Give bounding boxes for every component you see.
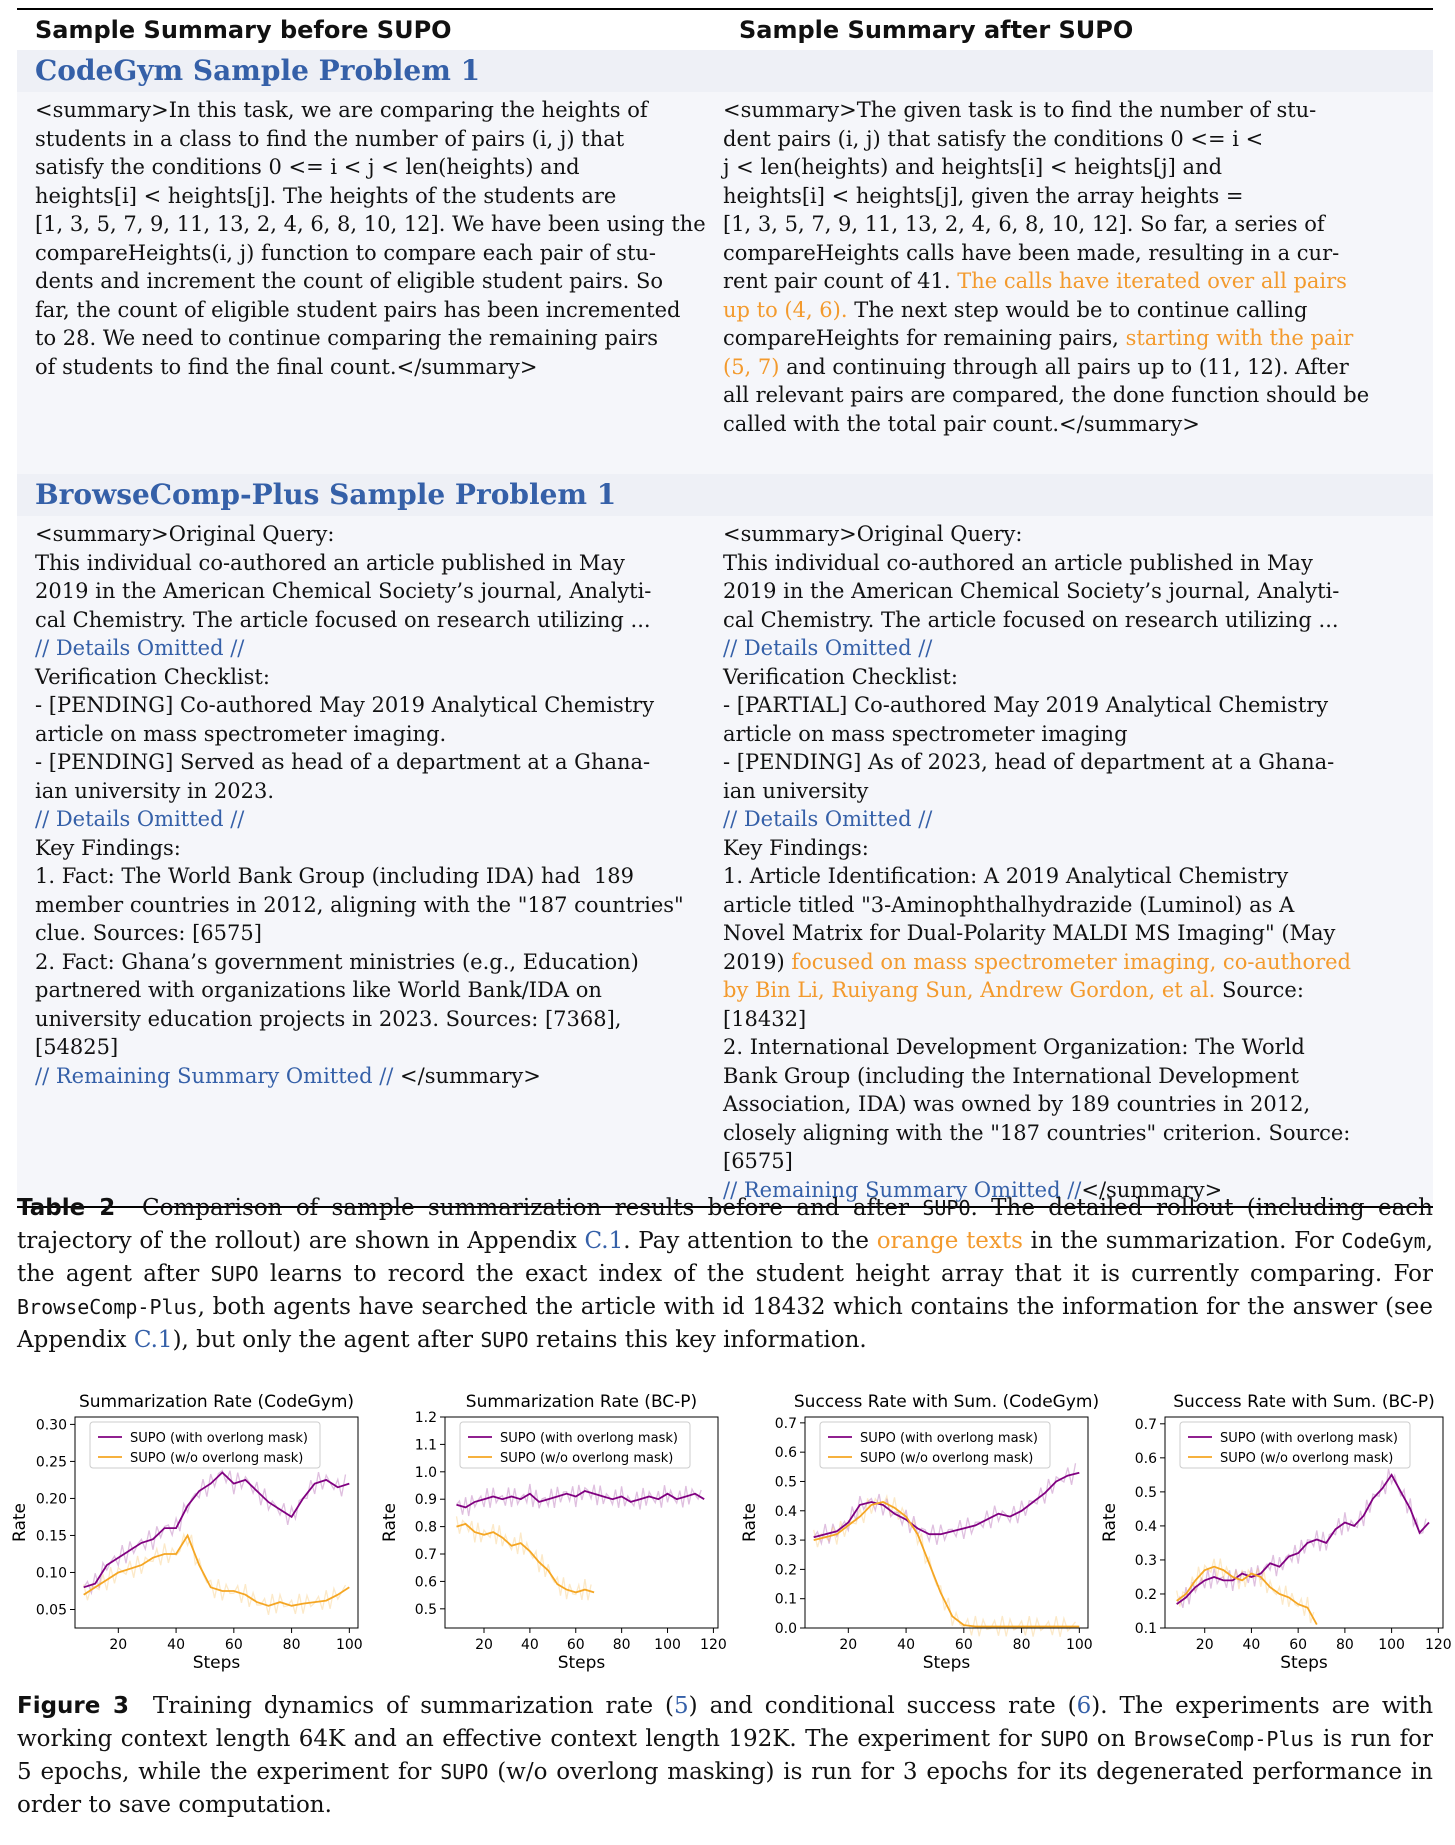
col-header-after: Sample Summary after SUPO (739, 16, 1134, 44)
text-line: 2019 in the American Chemical Society’s journal, Analyti- (35, 579, 652, 603)
text-line: 1. Article Identification: A 2019 Analytical Chemistry (723, 864, 1289, 888)
caption-text: learns to record the exact index of the student height array that it is currently comparing. For (258, 1261, 1433, 1287)
cell-codegym-before (17, 92, 723, 474)
chart-title: Summarization Rate (CodeGym) (78, 1392, 355, 1412)
caption-code: BrowseComp-Plus (1133, 1727, 1315, 1751)
text-line: - [PARTIAL] Co-authored May 2019 Analytical Chemistry (723, 693, 1329, 717)
caption-text: , both agents have searched the article with id 18432 which contains the information for the answer (see Appendix (17, 1294, 1433, 1353)
figure-caption (17, 1690, 1433, 1822)
cell-codegym-after (723, 92, 1433, 474)
omitted-note: // Details Omitted // (723, 636, 933, 660)
text-line: member countries in 2012, aligning with the "187 countries" (35, 892, 684, 917)
text-segment: The next step would be to continue calling (854, 297, 1308, 322)
series-line (457, 1524, 595, 1593)
text-line: - [PENDING] As of 2023, head of department at a Ghana- (723, 750, 1335, 774)
caption-orange-text: orange texts (876, 1228, 1023, 1254)
x-tick-label: 120 (1424, 1637, 1452, 1653)
highlight-orange: up to (4, 6). (723, 297, 848, 322)
x-tick-label: 120 (700, 1637, 727, 1653)
series-raw-line (457, 1484, 702, 1516)
text-line: satisfy the conditions 0 <= i < j < len(heights) and (35, 155, 580, 179)
caption-code: CodeGym (1341, 1229, 1426, 1253)
table-header-row (17, 10, 1433, 50)
caption-code: SUPO (440, 1760, 489, 1784)
text-line: cal Chemistry. The article focused on research utilizing ... (35, 607, 651, 632)
col-header-before: Sample Summary before SUPO (35, 16, 452, 44)
text-segment: 2019) (723, 949, 785, 974)
cell-browsecomp-before (17, 516, 723, 1206)
y-axis-label: Rate (740, 1503, 760, 1542)
text-line: This individual co-authored an article published in May (723, 550, 1313, 575)
x-tick-label: 60 (566, 1637, 585, 1653)
highlight-orange: focused on mass spectrometer imaging, co-authored (791, 949, 1351, 974)
x-tick-label: 20 (1195, 1637, 1214, 1653)
figure-3-charts (0, 1385, 1455, 1685)
text-line: <summary>The given task is to find the number of stu- (723, 98, 1317, 122)
omitted-note: // Details Omitted // (35, 636, 245, 660)
text-line: 2. International Development Organization: The World (723, 1035, 1305, 1059)
caption-text: retains this key information. (528, 1327, 867, 1353)
text-line (723, 976, 1423, 1005)
appendix-link[interactable]: C.1 (584, 1228, 624, 1254)
text-segment: </summary> (393, 1063, 541, 1088)
caption-text: is run for 5 epochs, while the experiment for (17, 1726, 1433, 1785)
x-tick-label: 80 (282, 1637, 301, 1653)
x-tick-label: 20 (839, 1637, 858, 1653)
x-tick-label: 40 (1242, 1637, 1261, 1653)
text-line: [18432] (723, 1006, 807, 1031)
caption-code: SUPO (1040, 1727, 1089, 1751)
chart-title: Summarization Rate (BC-P) (465, 1392, 698, 1412)
omitted-note: // Details Omitted // (723, 807, 933, 831)
series-raw-line (1177, 1469, 1426, 1608)
series-raw-line (1177, 1559, 1314, 1623)
text-line (723, 948, 1423, 977)
caption-text: . The detailed rollout (including each trajectory of the rollout) are shown in Appendix (17, 1195, 1433, 1254)
chart-summarization-bcp (370, 1385, 730, 1685)
y-tick-label: 0.25 (35, 1454, 67, 1471)
text-line: ian university in 2023. (35, 778, 275, 803)
text-line: heights[i] < heights[j]. The heights of the students are (35, 183, 617, 208)
text-line: compareHeights(i, j) function to compare each pair of stu- (35, 240, 657, 265)
table-row-browsecomp (17, 516, 1433, 1206)
y-tick-label: 0.1 (1134, 1621, 1157, 1637)
caption-code: BrowseComp-Plus (17, 1295, 198, 1319)
appendix-link[interactable]: C.1 (133, 1327, 173, 1353)
x-tick-label: 100 (1378, 1637, 1405, 1653)
x-tick-label: 20 (109, 1637, 128, 1653)
y-tick-label: 0.7 (414, 1547, 437, 1564)
y-tick-label: 0.1 (774, 1591, 797, 1608)
x-tick-label: 60 (1289, 1637, 1308, 1653)
caption-label: Figure 3 (17, 1693, 130, 1719)
x-tick-label: 40 (520, 1637, 539, 1653)
y-tick-label: 1.1 (414, 1437, 437, 1454)
text-line (723, 296, 1423, 325)
equation-link[interactable]: 5 (674, 1693, 689, 1719)
equation-link[interactable]: 6 (1076, 1693, 1092, 1719)
series-line (1177, 1475, 1429, 1604)
text-line: called with the total pair count.</summary> (723, 411, 1200, 436)
y-tick-label: 0.15 (35, 1528, 67, 1545)
y-tick-label: 0.5 (1134, 1484, 1157, 1501)
text-segment: Source: (1222, 978, 1304, 1002)
x-tick-label: 80 (1335, 1637, 1354, 1653)
y-tick-label: 0.0 (774, 1621, 797, 1637)
caption-code: SUPO (922, 1196, 971, 1220)
y-tick-label: 0.5 (774, 1474, 797, 1491)
x-axis-label: Steps (557, 1653, 606, 1673)
y-tick-label: 0.5 (414, 1601, 437, 1618)
y-tick-label: 0.2 (774, 1562, 797, 1579)
legend-label: SUPO (with overlong mask) (500, 1431, 678, 1446)
legend-label: SUPO (with overlong mask) (130, 1431, 308, 1446)
text-line: Key Findings: (723, 835, 869, 860)
caption-text: ). The experiments are with working context length 64K and an effective context length 192K. The experiment for (17, 1693, 1434, 1752)
x-tick-label: 80 (1012, 1637, 1031, 1653)
text-line: heights[i] < heights[j], given the array heights = (723, 183, 1244, 208)
caption-text: , the agent after (17, 1228, 1433, 1287)
chart-success-codegym (730, 1385, 1100, 1685)
text-line: [1, 3, 5, 7, 9, 11, 13, 2, 4, 6, 8, 10, 12]. So far, a series of (723, 212, 1325, 236)
x-tick-label: 80 (612, 1637, 631, 1653)
caption-code: SUPO (480, 1328, 529, 1352)
caption-text: on (1088, 1726, 1134, 1752)
caption-text: (w/o overlong masking) is run for 3 epochs for its degenerated performance in order to save computation. (17, 1759, 1433, 1818)
x-tick-label: 100 (654, 1637, 681, 1653)
series-raw-line (814, 1496, 1076, 1636)
series-raw-line (84, 1471, 346, 1594)
chart-success-bcp (1090, 1385, 1455, 1685)
y-tick-label: 0.3 (774, 1533, 797, 1550)
text-line: ian university (723, 778, 869, 803)
text-line: Verification Checklist: (723, 664, 958, 689)
text-line: Association, IDA) was owned by 189 countries in 2012, (723, 1092, 1311, 1116)
text-line: clue. Sources: [6575] (35, 921, 262, 945)
caption-code: SUPO (210, 1262, 259, 1286)
caption-text: ), but only the agent after (172, 1327, 481, 1353)
x-tick-label: 40 (897, 1637, 915, 1653)
x-tick-label: 100 (1065, 1637, 1093, 1653)
text-line: <summary>Original Query: (723, 522, 1023, 546)
legend-label: SUPO (with overlong mask) (1220, 1431, 1398, 1446)
y-axis-label: Rate (380, 1503, 400, 1542)
text-line: partnered with organizations like World Bank/IDA on (35, 978, 602, 1002)
x-axis-label: Steps (1280, 1653, 1328, 1673)
text-line: article on mass spectrometer imaging (723, 721, 1128, 746)
text-segment: rent pair count of 41. (723, 269, 951, 293)
chart-title: Success Rate with Sum. (CodeGym) (793, 1392, 1100, 1412)
chart-summarization-codegym (0, 1385, 370, 1685)
text-line: closely aligning with the "187 countries" criterion. Source: (723, 1120, 1351, 1145)
table-row-codegym (17, 92, 1433, 474)
x-tick-label: 20 (475, 1637, 493, 1653)
highlight-orange: by Bin Li, Ruiyang Sun, Andrew Gordon, et al. (723, 978, 1216, 1002)
y-tick-label: 0.7 (1134, 1416, 1157, 1433)
text-line: dents and increment the count of eligible student pairs. So (35, 269, 664, 293)
legend-label: SUPO (w/o overlong mask) (500, 1451, 674, 1466)
x-tick-label: 100 (335, 1637, 363, 1653)
text-line: Bank Group (including the International Development (723, 1063, 1299, 1088)
y-tick-label: 0.2 (1134, 1586, 1157, 1603)
text-segment: compareHeights for remaining pairs, (723, 326, 1119, 350)
text-line: cal Chemistry. The article focused on research utilizing ... (723, 607, 1339, 632)
caption-text: . Pay attention to the (623, 1228, 877, 1254)
highlight-orange: (5, 7) (723, 354, 780, 379)
x-axis-label: Steps (192, 1653, 241, 1673)
text-line: <summary>In this task, we are comparing the heights of (35, 98, 648, 122)
series-line (814, 1502, 1080, 1627)
text-line: compareHeights calls have been made, resulting in a cur- (723, 240, 1340, 265)
section-title-browsecomp: BrowseComp-Plus Sample Problem 1 (17, 474, 1433, 516)
y-axis-label: Rate (1100, 1503, 1120, 1542)
text-line: [6575] (723, 1149, 793, 1173)
text-segment: and continuing through all pairs up to (11, 12). After (786, 354, 1349, 379)
text-line (723, 267, 1423, 296)
text-line: Verification Checklist: (35, 664, 270, 689)
text-line: university education projects in 2023. Sources: [7368], (35, 1006, 622, 1031)
legend-label: SUPO (w/o overlong mask) (130, 1451, 304, 1466)
text-line: 2019 in the American Chemical Society’s journal, Analyti- (723, 579, 1340, 603)
text-line: of students to find the final count.</summary> (35, 354, 538, 379)
text-line: article on mass spectrometer imaging. (35, 721, 447, 746)
series-line (814, 1473, 1080, 1538)
y-tick-label: 0.7 (774, 1415, 797, 1432)
text-line: all relevant pairs are compared, the done function should be (723, 383, 1370, 407)
caption-text: in the summarization. For (1022, 1228, 1342, 1254)
text-line: 2. Fact: Ghana’s government ministries (e.g., Education) (35, 949, 639, 974)
y-axis-label: Rate (10, 1503, 30, 1542)
x-tick-label: 60 (224, 1637, 243, 1653)
series-line (84, 1536, 350, 1606)
text-line: Key Findings: (35, 835, 181, 860)
text-line (723, 324, 1423, 353)
legend-label: SUPO (w/o overlong mask) (860, 1451, 1034, 1466)
legend-label: SUPO (w/o overlong mask) (1220, 1451, 1394, 1466)
y-tick-label: 0.4 (774, 1503, 797, 1520)
omitted-note: // Remaining Summary Omitted // (723, 1177, 1082, 1202)
highlight-orange: The calls have iterated over all pairs (957, 269, 1347, 293)
text-line: dent pairs (i, j) that satisfy the conditions 0 <= i < (723, 126, 1264, 151)
y-tick-label: 1.0 (414, 1464, 437, 1481)
omitted-note: // Remaining Summary Omitted // (35, 1063, 394, 1088)
omitted-note: // Details Omitted // (35, 807, 245, 831)
text-line (723, 353, 1423, 382)
y-tick-label: 0.10 (35, 1565, 67, 1582)
caption-text: Training dynamics of summarization rate ( (152, 1693, 675, 1719)
y-tick-label: 0.9 (414, 1492, 437, 1509)
y-tick-label: 0.6 (774, 1445, 797, 1462)
table-caption (17, 1192, 1433, 1357)
x-tick-label: 60 (954, 1637, 973, 1653)
y-tick-label: 0.20 (35, 1491, 67, 1508)
caption-text: Comparison of sample summarization results before and after (141, 1195, 923, 1221)
y-tick-label: 1.2 (414, 1410, 437, 1426)
section-title-codegym: CodeGym Sample Problem 1 (17, 50, 1433, 92)
text-segment: </summary> (1081, 1177, 1223, 1202)
text-line: <summary>Original Query: (35, 522, 335, 546)
series-raw-line (457, 1516, 592, 1600)
text-line: article titled "3-Aminophthalhydrazide (Luminol) as A (723, 892, 1295, 917)
comparison-table (17, 8, 1433, 1208)
text-line (35, 1062, 723, 1091)
cell-browsecomp-after (723, 516, 1433, 1206)
text-line: [54825] (35, 1035, 119, 1059)
text-line: Novel Matrix for Dual-Polarity MALDI MS Imaging" (May (723, 921, 1336, 945)
text-line: students in a class to find the number of pairs (i, j) that (35, 126, 625, 151)
text-line: [1, 3, 5, 7, 9, 11, 13, 2, 4, 6, 8, 10, 12]. We have been using the (35, 212, 706, 236)
text-line: - [PENDING] Served as head of a department at a Ghana- (35, 750, 651, 774)
y-tick-label: 0.4 (1134, 1518, 1157, 1535)
highlight-orange: starting with the pair (1125, 326, 1354, 350)
text-line: 1. Fact: The World Bank Group (including IDA) had 189 (35, 864, 634, 888)
y-tick-label: 0.6 (414, 1574, 437, 1591)
y-tick-label: 0.05 (35, 1602, 67, 1619)
text-line: - [PENDING] Co-authored May 2019 Analytical Chemistry (35, 693, 655, 717)
x-axis-label: Steps (922, 1653, 971, 1673)
y-tick-label: 0.8 (414, 1519, 437, 1536)
y-tick-label: 0.6 (1134, 1450, 1157, 1467)
legend-label: SUPO (with overlong mask) (860, 1431, 1038, 1446)
chart-title: Success Rate with Sum. (BC-P) (1173, 1392, 1435, 1412)
text-line: far, the count of eligible student pairs has been incremented (35, 297, 681, 322)
y-tick-label: 0.30 (35, 1417, 67, 1434)
text-line: This individual co-authored an article published in May (35, 550, 625, 575)
caption-text: ) and conditional success rate ( (688, 1693, 1077, 1719)
text-line: to 28. We need to continue comparing the remaining pairs (35, 326, 659, 350)
x-tick-label: 40 (167, 1637, 185, 1653)
y-tick-label: 0.3 (1134, 1552, 1157, 1569)
text-line: j < len(heights) and heights[i] < heights[j] and (723, 155, 1223, 179)
caption-label: Table 2 (17, 1195, 116, 1221)
